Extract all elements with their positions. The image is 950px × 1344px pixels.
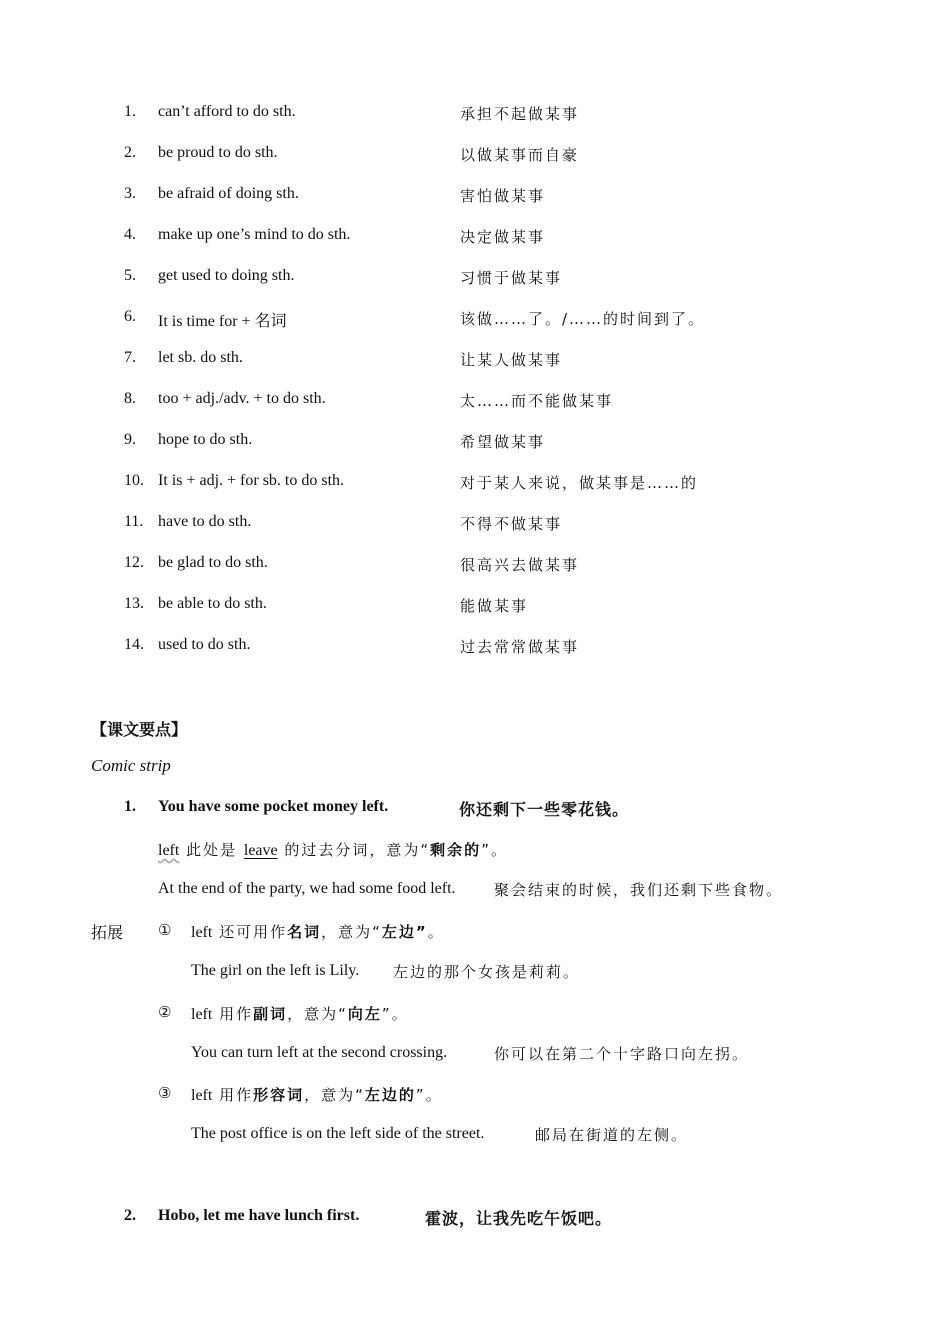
item-example-chinese: 邮局在街道的左侧。	[535, 1126, 689, 1144]
item-part-of-speech: 名词	[287, 923, 322, 941]
phrase-chinese: 习惯于做某事	[460, 269, 563, 287]
item-word: left	[191, 924, 213, 941]
phrase-chinese: 对于某人来说，做某事是……的	[460, 474, 699, 492]
phrase-chinese: 太……而不能做某事	[460, 392, 614, 410]
item-example-english: The post office is on the left side of the street.	[191, 1125, 485, 1142]
phrase-english: used to do sth.	[158, 636, 251, 653]
item-text-post: 。	[427, 923, 445, 941]
item-example-chinese: 左边的那个女孩是莉莉。	[393, 963, 581, 981]
point-chinese: 你还剩下一些零花钱。	[459, 800, 630, 819]
item-text-mid: ，意为“	[287, 1005, 348, 1023]
item-text-pre: 用作	[212, 1005, 254, 1023]
section-subheading: Comic strip	[91, 756, 171, 775]
note-bold: 剩余的	[430, 841, 482, 859]
note-text: ”。	[481, 841, 508, 859]
phrase-number: 4.	[124, 226, 136, 243]
phrase-number: 14.	[124, 636, 144, 653]
item-text	[191, 921, 445, 942]
phrase-number: 11.	[124, 513, 144, 530]
item-text	[191, 1003, 409, 1024]
item-text-post: ”。	[415, 1086, 443, 1104]
phrase-number: 8.	[124, 390, 136, 407]
item-part-of-speech: 形容词	[253, 1086, 305, 1104]
note-word: left	[158, 842, 180, 859]
item-part-of-speech: 副词	[253, 1005, 288, 1023]
phrase-english: be glad to do sth.	[158, 554, 268, 571]
point-note	[158, 839, 508, 860]
phrase-number: 3.	[124, 185, 136, 202]
phrase-chinese: 过去常常做某事	[460, 638, 580, 656]
phrase-chinese: 承担不起做某事	[460, 105, 580, 123]
phrase-number: 12.	[124, 554, 144, 571]
item-mark: ③	[158, 1084, 174, 1102]
item-text	[191, 1084, 443, 1105]
phrase-number: 9.	[124, 431, 136, 448]
phrase-english: let sb. do sth.	[158, 349, 243, 366]
item-example-chinese: 你可以在第二个十字路口向左拐。	[494, 1045, 750, 1063]
note-text: 的过去分词，意为“	[277, 841, 431, 859]
phrase-english: have to do sth.	[158, 513, 252, 530]
phrase-english: be able to do sth.	[158, 595, 267, 612]
item-mark: ②	[158, 1003, 174, 1021]
item-meaning: 左边的	[364, 1086, 416, 1104]
item-meaning: 向左	[347, 1005, 382, 1023]
phrase-english: can’t afford to do sth.	[158, 103, 296, 120]
note-word-leave: leave	[243, 842, 278, 859]
phrase-english: too + adj./adv. + to do sth.	[158, 390, 326, 407]
item-text-mid: ，意为“	[304, 1086, 365, 1104]
phrase-number: 5.	[124, 267, 136, 284]
phrase-chinese: 不得不做某事	[460, 515, 563, 533]
phrase-chinese: 很高兴去做某事	[460, 556, 580, 574]
point-number: 1.	[124, 798, 136, 815]
phrase-english: be proud to do sth.	[158, 144, 278, 161]
phrase-english: It is time for + 名词	[158, 313, 287, 330]
phrase-english: make up one’s mind to do sth.	[158, 226, 351, 243]
item-mark: ①	[158, 921, 174, 939]
example-english: At the end of the party, we had some food left.	[158, 880, 456, 897]
item-example-english: You can turn left at the second crossing.	[191, 1044, 448, 1061]
phrase-chinese: 能做某事	[460, 597, 529, 615]
phrase-chinese: 害怕做某事	[460, 187, 546, 205]
section-heading: 【课文要点】	[91, 720, 188, 739]
phrase-number: 6.	[124, 308, 136, 325]
phrase-english: It is + adj. + for sb. to do sth.	[158, 472, 345, 489]
extension-label: 拓展	[91, 923, 124, 942]
item-text-mid: ，意为“	[321, 923, 382, 941]
phrase-number: 7.	[124, 349, 136, 366]
phrase-chinese: 希望做某事	[460, 433, 546, 451]
example-chinese: 聚会结束的时候，我们还剩下些食物。	[494, 881, 784, 899]
point-english: Hobo, let me have lunch first.	[158, 1207, 360, 1224]
phrase-english: get used to doing sth.	[158, 267, 295, 284]
phrase-english: hope to do sth.	[158, 431, 253, 448]
item-example-english: The girl on the left is Lily.	[191, 962, 360, 979]
phrase-chinese: 该做……了。/……的时间到了。	[460, 310, 706, 328]
phrase-number: 2.	[124, 144, 136, 161]
point-chinese: 霍波，让我先吃午饭吧。	[425, 1209, 613, 1228]
point-english: You have some pocket money left.	[158, 798, 389, 815]
phrase-number: 13.	[124, 595, 144, 612]
phrase-number: 1.	[124, 103, 136, 120]
item-text-pre: 还可用作	[212, 923, 288, 941]
item-text-pre: 用作	[212, 1086, 254, 1104]
note-text: 此处是	[179, 841, 244, 859]
item-text-post: ”。	[381, 1005, 409, 1023]
item-word: left	[191, 1006, 213, 1023]
item-word: left	[191, 1087, 213, 1104]
phrase-chinese: 决定做某事	[460, 228, 546, 246]
phrase-chinese: 让某人做某事	[460, 351, 563, 369]
phrase-english: be afraid of doing sth.	[158, 185, 299, 202]
item-meaning: 左边”	[381, 923, 428, 941]
phrase-number: 10.	[124, 472, 144, 489]
point-number: 2.	[124, 1207, 136, 1224]
phrase-chinese: 以做某事而自豪	[460, 146, 580, 164]
